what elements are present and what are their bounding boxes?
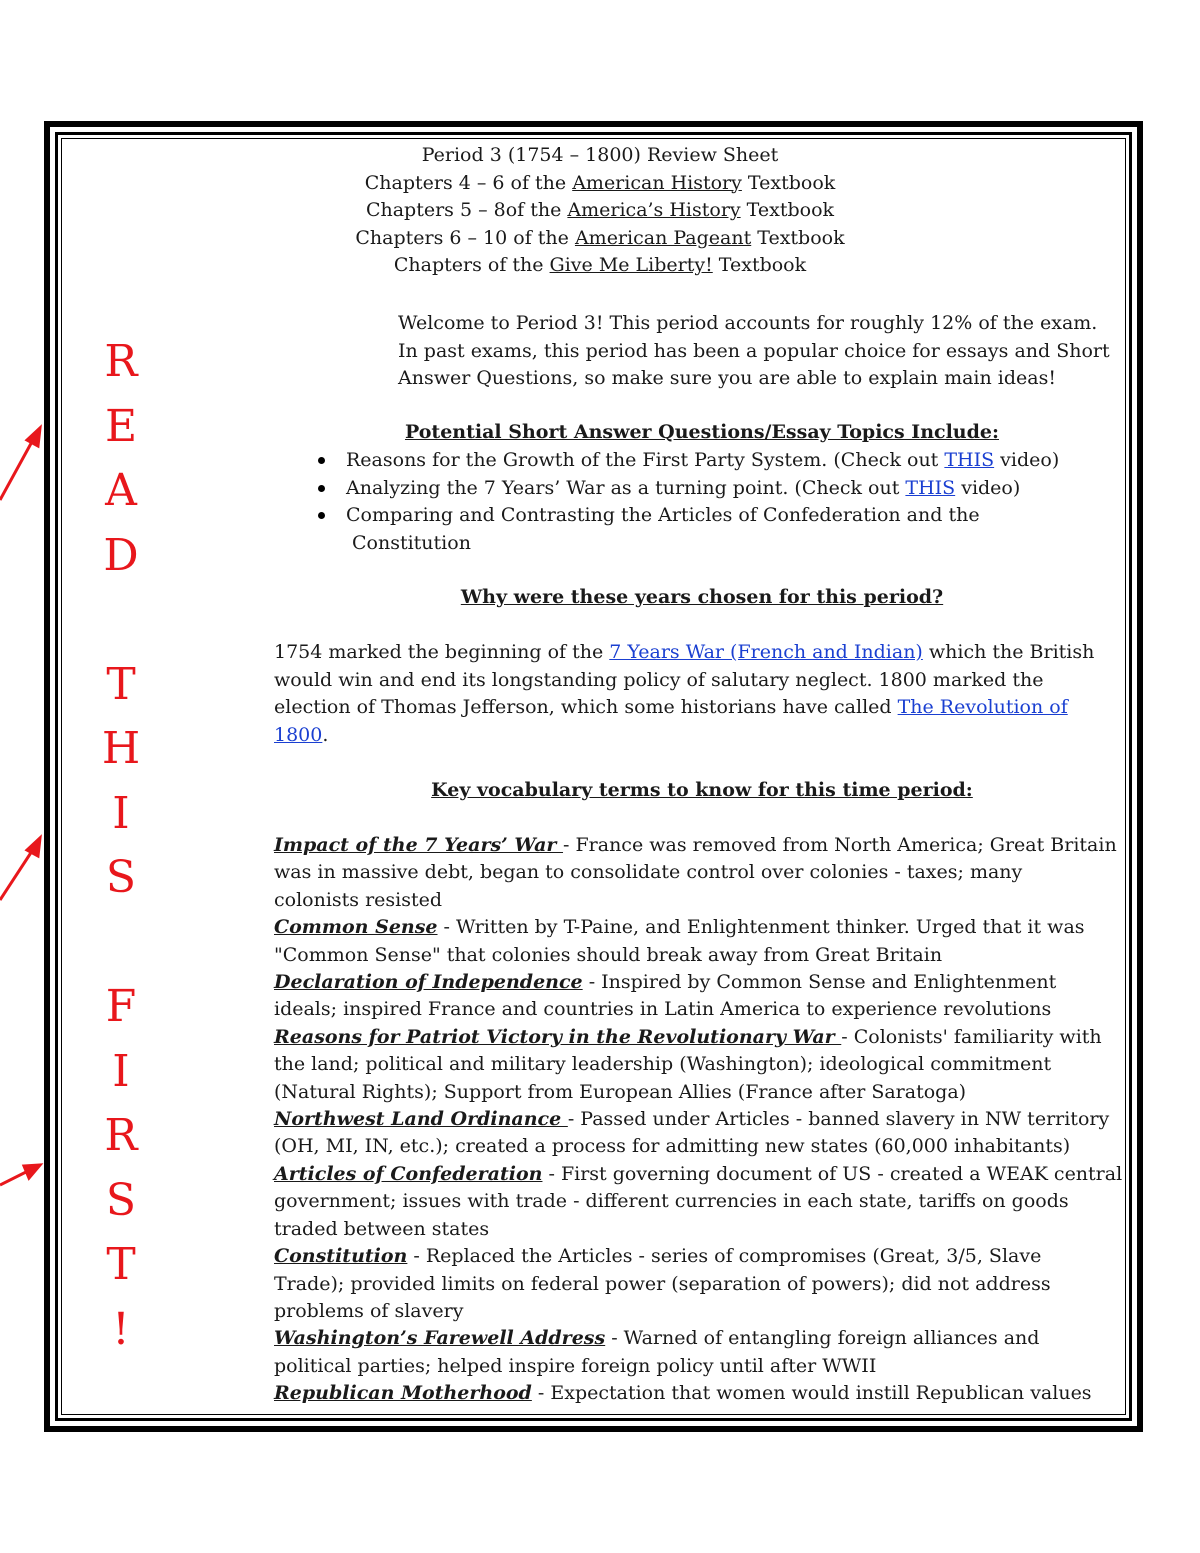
link-revolution-of-1800-year[interactable]: 1800 bbox=[274, 723, 323, 746]
vocab-term: Constitution bbox=[274, 1245, 408, 1268]
header-line-give-me-liberty: Chapters of the Give Me Liberty! Textbook bbox=[393, 254, 807, 276]
arrow-line-icon bbox=[0, 848, 34, 900]
header-line-american-history: Chapters 4 – 6 of the American History Textbook bbox=[364, 171, 836, 194]
video-link-party-system[interactable]: THIS bbox=[944, 449, 995, 471]
list-item: Reasons for the Growth of the First Party System. (Check out THIS video) bbox=[318, 447, 1118, 475]
topics-list bbox=[318, 447, 1118, 557]
read-first-gap bbox=[96, 588, 146, 653]
header-block bbox=[200, 142, 1000, 280]
header-line-american-pageant: Chapters 6 – 10 of the American Pageant Textbook bbox=[355, 226, 845, 249]
vocab-term: Republican Motherhood bbox=[274, 1382, 532, 1405]
read-first-gap bbox=[96, 911, 146, 976]
vocab-term: Common Sense bbox=[274, 916, 438, 939]
why-paragraph: 1754 marked the beginning of the 7 Years War (French and Indian) which the British would win and end its longstanding policy of salutary neglect. 1800 marked the election of Thomas Jefferson, which some historians have called The Revolution of 1800. bbox=[274, 641, 1095, 746]
vocab-entry: Republican Motherhood - Expectation that women would instill Republican values bbox=[274, 1382, 1092, 1405]
read-first-letter: T bbox=[106, 658, 136, 710]
vocab-term: Washington’s Farewell Address bbox=[274, 1327, 606, 1350]
book-title-american-pageant: American Pageant bbox=[574, 226, 752, 249]
link-seven-years-war[interactable]: 7 Years War (French and Indian) bbox=[609, 641, 923, 663]
list-item: Comparing and Contrasting the Articles of Confederation and the Constitution bbox=[318, 502, 1118, 557]
bullet-icon bbox=[318, 457, 325, 464]
page-title: Period 3 (1754 – 1800) Review Sheet bbox=[421, 144, 779, 166]
read-first-letter: R bbox=[104, 1110, 138, 1161]
vocab-entry: Northwest Land Ordinance - Passed under Articles - banned slavery in NW territory (OH, MI, IN, etc.); created a process for admitting new states (60,000 inhabitants) bbox=[274, 1108, 1110, 1158]
welcome-paragraph: Welcome to Period 3! This period accounts for roughly 12% of the exam. In past exams, this period has been a popular choice for essays and Short Answer Questions, so make sure you are able to explain main ideas! bbox=[398, 312, 1110, 389]
bullet-icon bbox=[318, 485, 325, 492]
vocab-term: Reasons for Patriot Victory in the Revolutionary War bbox=[274, 1025, 842, 1048]
vocab-list bbox=[274, 832, 1144, 1408]
read-first-letter: F bbox=[105, 981, 137, 1032]
read-first-letter: A bbox=[105, 465, 137, 516]
read-this-first-callout bbox=[96, 330, 146, 1362]
vocab-entry: Declaration of Independence - Inspired by Common Sense and Enlightenment ideals; inspired France and countries in Latin America to experience revolutions bbox=[274, 971, 1057, 1021]
read-first-letter: S bbox=[105, 1174, 137, 1226]
bullet-icon bbox=[318, 512, 325, 519]
arrow-head-icon bbox=[27, 428, 40, 446]
why-heading: Why were these years chosen for this period? bbox=[460, 586, 944, 608]
vocab-entry: Constitution - Replaced the Articles - series of compromises (Great, 3/5, Slave Trade); provided limits on federal power (separation of powers); did not address problems of slavery bbox=[274, 1245, 1051, 1322]
vocab-entry: Impact of the 7 Years’ War - France was removed from North America; Great Britain was in massive debt, began to consolidate control over colonies - taxes; many colonists resisted bbox=[274, 834, 1117, 911]
topics-heading: Potential Short Answer Questions/Essay Topics Include: bbox=[404, 421, 999, 443]
vocab-entry: Articles of Confederation - First governing document of US - created a WEAK central government; issues with trade - different currencies in each state, tariffs on goods traded between states bbox=[274, 1162, 1123, 1240]
vocab-entry: Reasons for Patriot Victory in the Revolutionary War - Colonists' familiarity with the land; political and military leadership (Washington); ideological commitment (Natural Rights); Support from European Allies (France after Saratoga) bbox=[274, 1025, 1102, 1103]
vocab-heading: Key vocabulary terms to know for this time period: bbox=[431, 779, 973, 801]
read-first-letter: H bbox=[101, 723, 141, 774]
vocab-entry: Washington’s Farewell Address - Warned of entangling foreign alliances and political parties; helped inspire foreign policy until after WWII bbox=[274, 1327, 1040, 1377]
arrow-head-icon bbox=[24, 1165, 40, 1178]
read-first-letter: R bbox=[104, 336, 138, 387]
book-title-american-history: American History bbox=[572, 171, 742, 194]
arrow-line-icon bbox=[0, 438, 34, 500]
list-item: Analyzing the 7 Years’ War as a turning point. (Check out THIS video) bbox=[318, 475, 1118, 503]
red-arrows bbox=[0, 0, 60, 1553]
vocab-term: Articles of Confederation bbox=[274, 1162, 543, 1185]
read-first-letter: I bbox=[112, 1045, 130, 1097]
read-first-letter: D bbox=[103, 529, 139, 581]
book-title-americas-history: America’s History bbox=[567, 199, 741, 221]
vocab-entry: Common Sense - Written by T-Paine, and Enlightenment thinker. Urged that it was "Common Sense" that colonies should break away from Great Britain bbox=[274, 916, 1085, 966]
link-revolution-of-1800[interactable]: The Revolution of bbox=[897, 696, 1068, 718]
read-first-letter: I bbox=[112, 787, 130, 839]
read-first-letter: S bbox=[105, 852, 137, 903]
read-first-letter: E bbox=[104, 400, 138, 452]
vocab-term: Impact of the 7 Years’ War bbox=[274, 834, 564, 856]
vocab-term: Northwest Land Ordinance bbox=[274, 1108, 568, 1131]
header-line-americas-history: Chapters 5 – 8of the America’s History Textbook bbox=[365, 199, 835, 221]
vocab-term: Declaration of Independence bbox=[274, 971, 583, 994]
read-first-letter: ! bbox=[112, 1303, 130, 1355]
read-first-letter: T bbox=[106, 1239, 136, 1290]
book-title-give-me-liberty: Give Me Liberty! bbox=[549, 254, 713, 276]
video-link-seven-years-war[interactable]: THIS bbox=[905, 476, 956, 499]
